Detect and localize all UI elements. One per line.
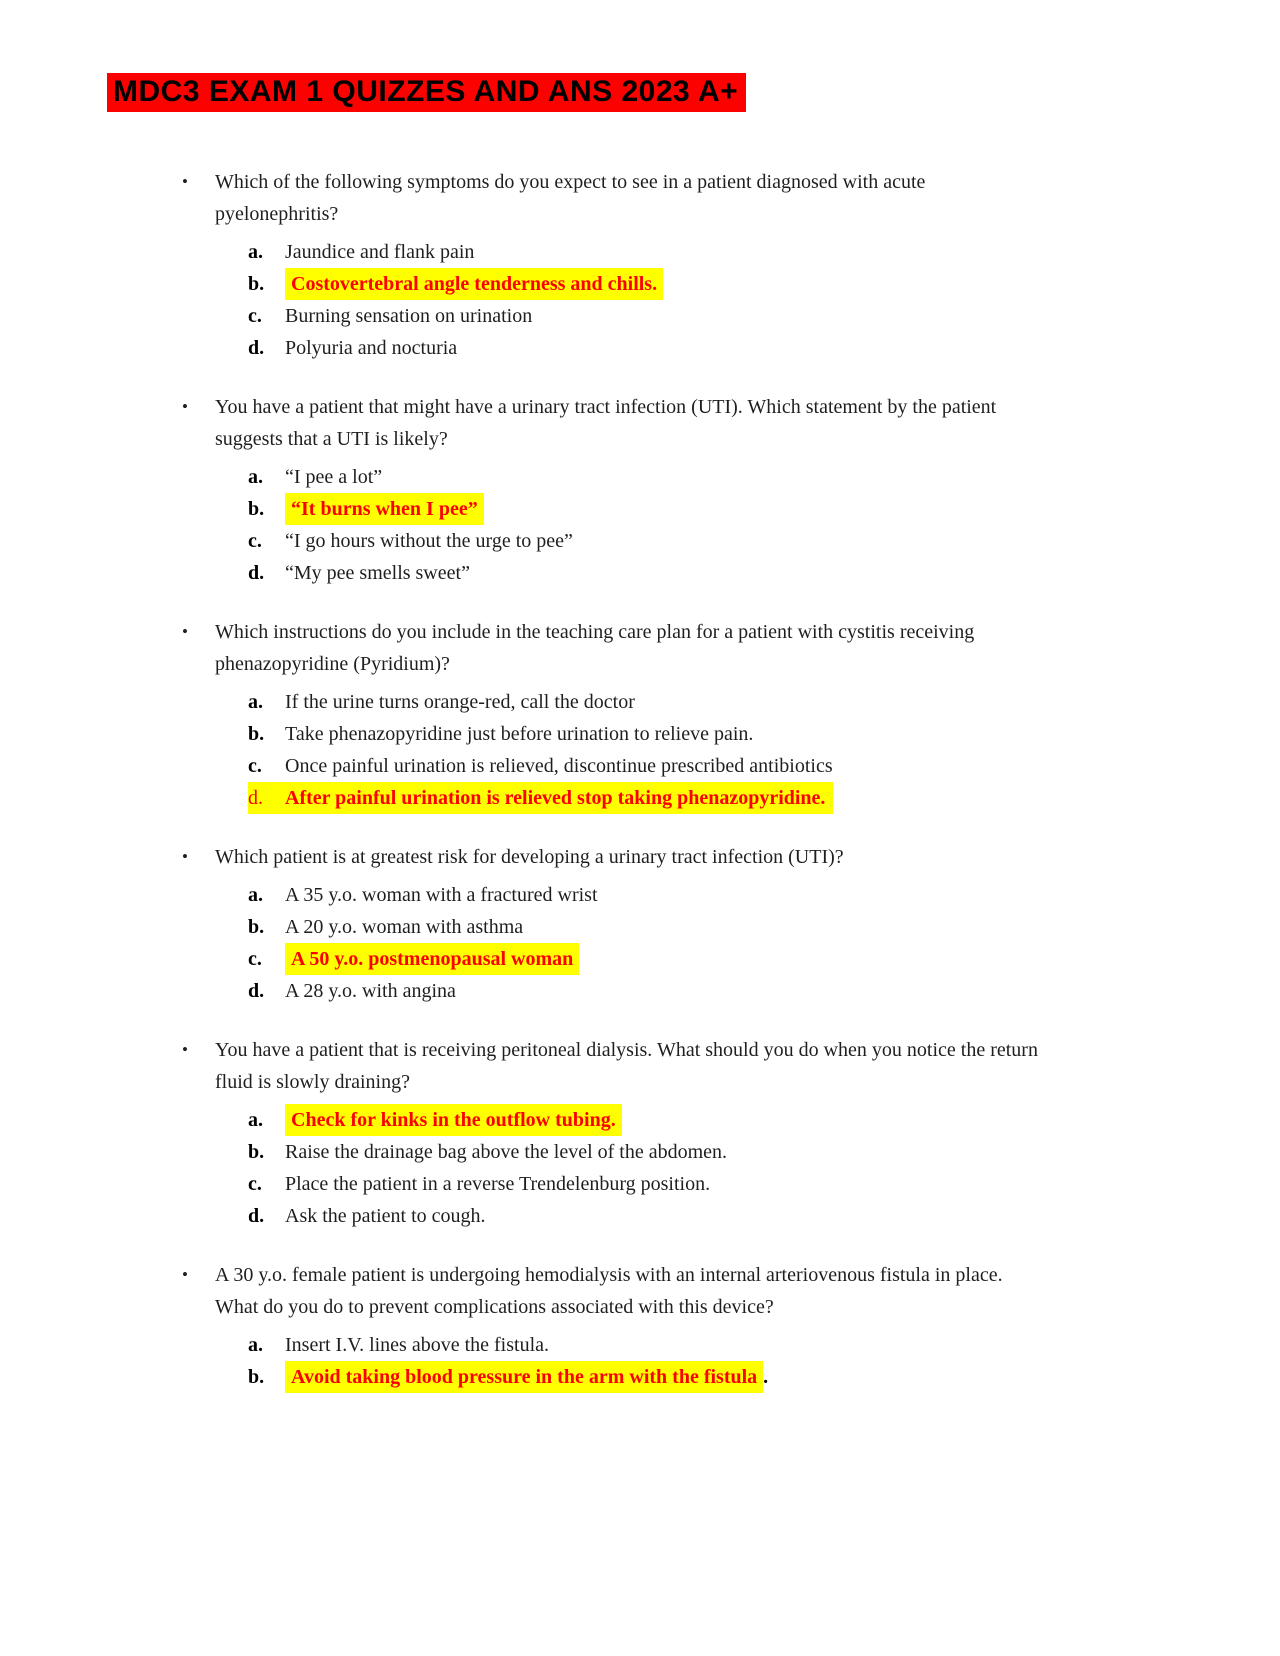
option-text: A 35 y.o. woman with a fractured wrist — [285, 884, 598, 906]
option-letter: a. — [248, 691, 263, 713]
answer-option — [248, 1168, 1045, 1200]
bullet-icon: • — [182, 622, 188, 641]
question-item — [182, 1259, 1280, 1393]
question-text: Which instructions do you include in the teaching care plan for a patient with cystitis receiving phenazopyridine (Pyridium)? — [215, 621, 975, 675]
option-text: If the urine turns orange-red, call the doctor — [285, 691, 635, 713]
option-text: Insert I.V. lines above the fistula. — [285, 1334, 550, 1356]
title-row — [0, 0, 1280, 112]
answer-option — [248, 686, 1045, 718]
answer-option — [248, 300, 1045, 332]
option-letter: d. — [248, 980, 265, 1002]
option-list — [248, 686, 1045, 814]
option-list — [248, 879, 1045, 1007]
option-list — [248, 461, 1045, 589]
option-letter: b. — [248, 498, 265, 520]
answer-option — [248, 557, 1045, 589]
option-text: Take phenazopyridine just before urination to relieve pain. — [285, 723, 754, 745]
bullet-icon: • — [182, 1265, 188, 1284]
answer-option — [248, 879, 1045, 911]
option-letter: a. — [248, 1334, 263, 1356]
option-letter: a. — [248, 466, 263, 488]
option-letter: b. — [248, 1141, 265, 1163]
answer-option — [248, 911, 1045, 943]
option-text: Place the patient in a reverse Trendelenburg position. — [285, 1173, 711, 1195]
option-letter: b. — [248, 916, 265, 938]
question-item — [182, 841, 1280, 1007]
option-letter: a. — [248, 241, 263, 263]
answer-option — [248, 1136, 1045, 1168]
option-text: Burning sensation on urination — [285, 305, 533, 327]
option-letter: c. — [248, 1173, 262, 1195]
answer-option — [248, 1361, 1045, 1393]
answer-option — [248, 268, 1045, 300]
bullet-icon: • — [182, 847, 188, 866]
correct-answer-text: Avoid taking blood pressure in the arm with the fistula — [285, 1361, 763, 1393]
answer-option — [248, 943, 1045, 975]
correct-answer-text: “It burns when I pee” — [285, 493, 484, 525]
question-text: A 30 y.o. female patient is undergoing hemodialysis with an internal arteriovenous fistula in place. What do you do to prevent complications associated with this device? — [215, 1264, 1003, 1318]
question-item — [182, 616, 1280, 814]
option-letter: b. — [248, 723, 265, 745]
option-letter: c. — [248, 305, 262, 327]
bullet-icon: • — [182, 397, 188, 416]
option-text: “I go hours without the urge to pee” — [285, 530, 573, 552]
bullet-icon: • — [182, 172, 188, 191]
option-text-suffix: . — [763, 1366, 769, 1388]
question-item — [182, 391, 1280, 589]
correct-answer-text: Check for kinks in the outflow tubing. — [285, 1104, 622, 1136]
question-body — [215, 166, 1045, 364]
option-text: Polyuria and nocturia — [285, 337, 458, 359]
option-letter: b. — [248, 1366, 265, 1388]
option-text: A 20 y.o. woman with asthma — [285, 916, 524, 938]
option-text: “My pee smells sweet” — [285, 562, 470, 584]
bullet-icon: • — [182, 1040, 188, 1059]
option-list — [248, 236, 1045, 364]
correct-answer-text: Costovertebral angle tenderness and chills. — [285, 268, 663, 300]
option-letter: c. — [248, 948, 262, 970]
answer-option — [248, 1104, 1045, 1136]
option-list — [248, 1329, 1045, 1393]
option-text: Jaundice and flank pain — [285, 241, 475, 263]
option-text: Raise the drainage bag above the level of the abdomen. — [285, 1141, 728, 1163]
answer-option — [248, 236, 1045, 268]
option-letter: a. — [248, 884, 263, 906]
answer-option — [248, 718, 1045, 750]
answer-option — [248, 750, 1045, 782]
answer-option — [248, 332, 1045, 364]
option-letter: a. — [248, 1109, 263, 1131]
question-text: Which of the following symptoms do you expect to see in a patient diagnosed with acute pyelonephritis? — [215, 171, 926, 225]
question-text: You have a patient that is receiving peritoneal dialysis. What should you do when you notice the return fluid is slowly draining? — [215, 1039, 1038, 1093]
option-text: “I pee a lot” — [285, 466, 383, 488]
option-letter: d. — [248, 1205, 265, 1227]
correct-answer-text: After painful urination is relieved stop taking phenazopyridine. — [285, 787, 826, 809]
answer-option — [248, 1200, 1045, 1232]
answer-option — [248, 525, 1045, 557]
option-text: A 28 y.o. with angina — [285, 980, 456, 1002]
option-letter: c. — [248, 530, 262, 552]
option-letter: d. — [248, 787, 263, 809]
option-text: Ask the patient to cough. — [285, 1205, 486, 1227]
question-text: Which patient is at greatest risk for developing a urinary tract infection (UTI)? — [215, 846, 844, 868]
question-item — [182, 1034, 1280, 1232]
correct-answer-text: A 50 y.o. postmenopausal woman — [285, 943, 579, 975]
answer-option — [248, 493, 1045, 525]
answer-option — [248, 975, 1045, 1007]
question-list — [0, 166, 1280, 1393]
option-letter: d. — [248, 337, 265, 359]
question-body — [215, 391, 1045, 589]
option-letter: c. — [248, 755, 262, 777]
question-item — [182, 166, 1280, 364]
answer-option — [248, 461, 1045, 493]
option-text: Once painful urination is relieved, discontinue prescribed antibiotics — [285, 755, 833, 777]
answer-option — [248, 1329, 1045, 1361]
option-list — [248, 1104, 1045, 1232]
question-text: You have a patient that might have a urinary tract infection (UTI). Which statement by the patient suggests that a UTI is likely? — [215, 396, 997, 450]
question-body — [215, 841, 1045, 1007]
question-body — [215, 1034, 1045, 1232]
document-title: MDC3 EXAM 1 QUIZZES AND ANS 2023 A+ — [107, 73, 746, 112]
option-letter: d. — [248, 562, 265, 584]
question-body — [215, 1259, 1045, 1393]
question-body — [215, 616, 1045, 814]
answer-option — [248, 782, 833, 814]
option-letter: b. — [248, 273, 265, 295]
